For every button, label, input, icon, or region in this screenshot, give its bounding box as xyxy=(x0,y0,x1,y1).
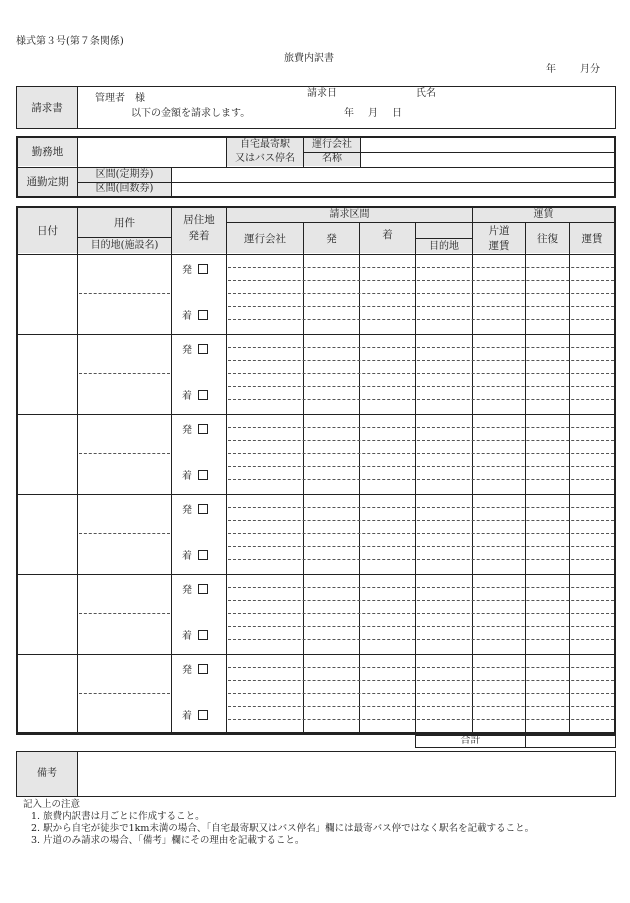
notes-heading: 記入上の注意 xyxy=(23,799,81,810)
station-name-label: 名称 xyxy=(322,153,342,164)
request-year: 年 xyxy=(344,108,354,119)
note-3: 3. 片道のみ請求の場合、「備考」欄にその理由を記載すること。 xyxy=(31,835,305,846)
dep-checkbox[interactable] xyxy=(198,504,208,514)
addressee: 管理者 様 xyxy=(95,93,145,104)
col-arrive: 着 xyxy=(382,228,393,241)
dep-mark: 発 xyxy=(182,664,208,677)
arr-mark: 着 xyxy=(182,550,208,563)
col-oneway-1: 片道 xyxy=(488,225,510,237)
operator-label: 運行会社 xyxy=(312,139,352,150)
year-label: 年 xyxy=(546,64,556,75)
remarks-label: 備考 xyxy=(37,768,57,779)
commuter-pass-label: 通勤定期 xyxy=(26,176,69,188)
col-roundtrip: 往復 xyxy=(537,232,558,245)
dep-mark: 発 xyxy=(182,424,208,437)
dep-mark: 発 xyxy=(182,344,208,357)
col-fare-group: 運賃 xyxy=(533,209,554,220)
arr-checkbox[interactable] xyxy=(198,390,208,400)
arr-mark: 着 xyxy=(182,470,208,483)
remarks-box xyxy=(16,751,616,797)
dep-checkbox[interactable] xyxy=(198,664,208,674)
dep-mark: 発 xyxy=(182,584,208,597)
col-destination: 目的地(施設名) xyxy=(90,239,159,251)
document-title: 旅費内訳書 xyxy=(284,53,334,64)
col-depart: 発 xyxy=(326,232,337,245)
request-date-label: 請求日 xyxy=(307,88,337,99)
dep-mark: 発 xyxy=(182,264,208,277)
request-month: 月 xyxy=(368,108,378,119)
arr-checkbox[interactable] xyxy=(198,550,208,560)
note-1: 1. 旅費内訳書は月ごとに作成すること。 xyxy=(31,811,205,822)
note-2: 2. 駅から自宅が徒歩で1km未満の場合、「自宅最寄駅又はバス停名」欄には最寄バス停ではなく駅名を記載すること。 xyxy=(31,823,535,834)
col-residence-1: 居住地 xyxy=(183,214,215,226)
total-label: 合計 xyxy=(460,735,481,746)
col-fare: 運賃 xyxy=(581,232,603,245)
month-label: 月分 xyxy=(580,64,600,75)
arr-mark: 着 xyxy=(182,710,208,723)
col-claim-section: 請求区間 xyxy=(329,209,370,220)
section-coupon-label: 区間(回数券) xyxy=(95,183,154,194)
arr-mark: 着 xyxy=(182,630,208,643)
request-statement: 以下の金額を請求します。 xyxy=(131,108,251,119)
arr-mark: 着 xyxy=(182,390,208,403)
arr-checkbox[interactable] xyxy=(198,710,208,720)
col-purpose: 用件 xyxy=(114,217,135,229)
arr-checkbox[interactable] xyxy=(198,630,208,640)
name-label: 氏名 xyxy=(416,88,436,99)
arr-mark: 着 xyxy=(182,310,208,323)
notes xyxy=(17,797,615,847)
workplace-label: 勤務地 xyxy=(31,146,64,158)
arr-checkbox[interactable] xyxy=(198,470,208,480)
col-residence-2: 発着 xyxy=(188,230,210,242)
dep-checkbox[interactable] xyxy=(198,264,208,274)
request-label: 請求書 xyxy=(31,101,63,114)
request-day: 日 xyxy=(392,108,402,119)
dep-checkbox[interactable] xyxy=(198,584,208,594)
nearest-station-label-2: 又はバス停名 xyxy=(235,153,295,164)
dep-checkbox[interactable] xyxy=(198,424,208,434)
nearest-station-label-1: 自宅最寄駅 xyxy=(240,139,290,150)
col-destination-short: 目的地 xyxy=(429,240,459,252)
col-oneway-2: 運賃 xyxy=(488,240,510,252)
dep-mark: 発 xyxy=(182,504,208,517)
dep-checkbox[interactable] xyxy=(198,344,208,354)
col-operator: 運行会社 xyxy=(244,232,286,245)
form-number: 様式第３号(第７条関係) xyxy=(16,36,124,47)
col-date: 日付 xyxy=(37,224,58,237)
arr-checkbox[interactable] xyxy=(198,310,208,320)
section-pass-label: 区間(定期券) xyxy=(95,169,154,180)
